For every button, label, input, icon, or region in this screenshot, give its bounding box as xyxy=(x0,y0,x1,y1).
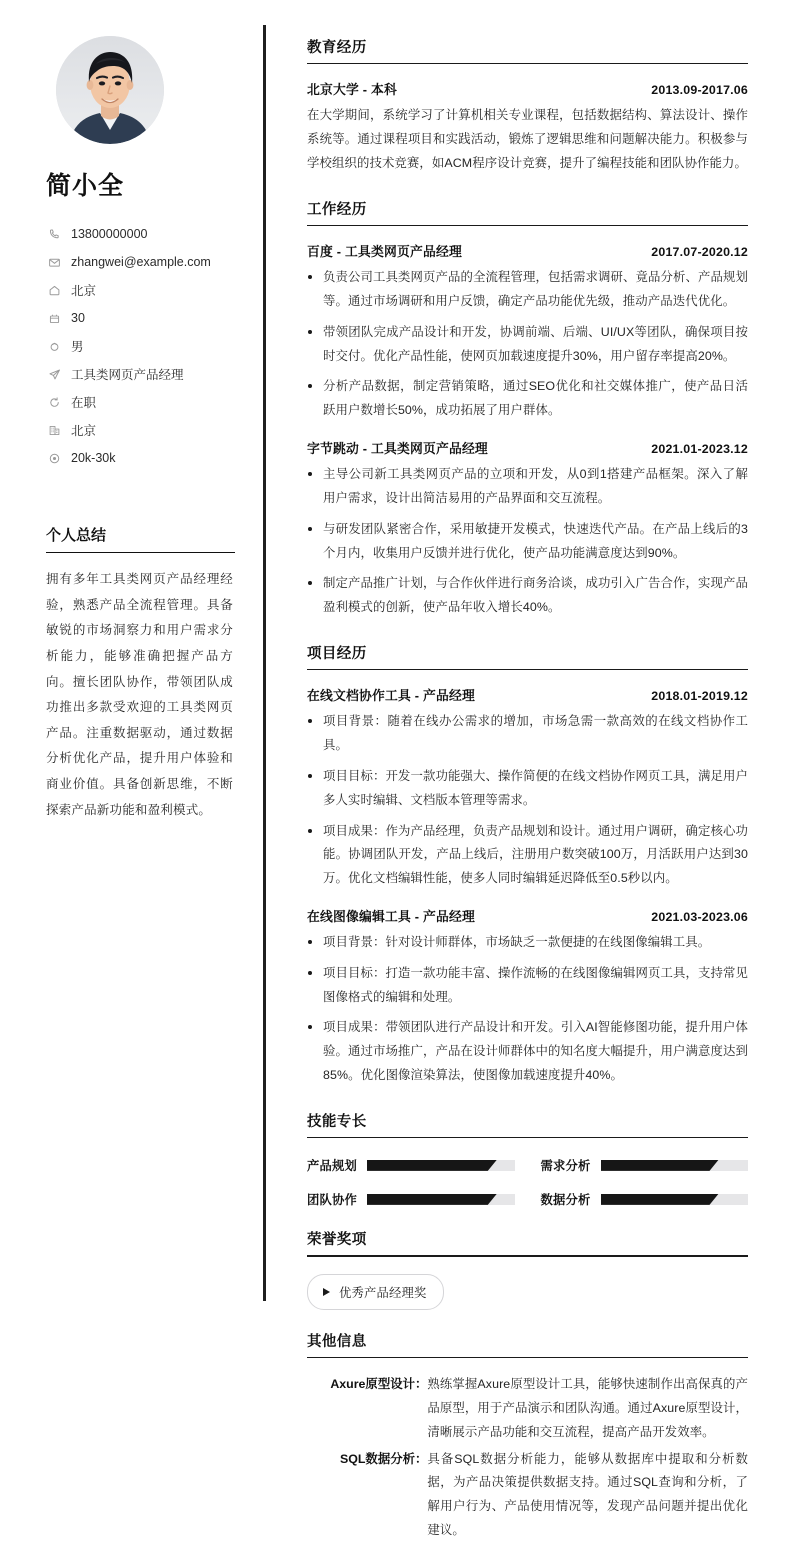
summary-text: 拥有多年工具类网页产品经理经验，熟悉产品全流程管理。具备敏锐的市场洞察力和用户需求分析能力，能够准确把握产品方向。擅长团队协作，带领团队成功推出多款受欢迎的工具类网页产品。注重数据驱动，通过数据分析优化产品，提升用户体验和商业价值。具备创新思维，不断探索产品新功能和盈利模式。 xyxy=(46,572,233,817)
contact-value: 男 xyxy=(71,340,84,354)
other-info-list xyxy=(307,1373,748,1543)
summary-heading: 个人总结 xyxy=(46,527,107,544)
spacer xyxy=(307,182,748,198)
section-education xyxy=(307,36,748,176)
refresh-icon xyxy=(47,395,61,409)
entry-header xyxy=(307,241,748,260)
contact-value: 北京 xyxy=(71,424,97,438)
list-item: 分析产品数据，制定营销策略，通过SEO优化和社交媒体推广，使产品日活跃用户数增长50%，成功拓展了用户群体。 xyxy=(307,375,748,423)
other-info-term: SQL数据分析 xyxy=(339,1451,415,1466)
skill-label: 需求分析 xyxy=(540,1159,591,1174)
bullet-list xyxy=(307,931,748,1088)
section-heading-projects: 项目经历 xyxy=(307,645,367,662)
section-rule xyxy=(307,669,748,670)
section-rule xyxy=(307,1137,748,1138)
project-entry xyxy=(307,906,748,1088)
paper-plane-icon xyxy=(47,367,61,381)
section-rule xyxy=(307,1255,748,1256)
skill-progress-track xyxy=(601,1160,749,1171)
list-item: 项目目标：开发一款功能强大、操作简便的在线文档协作网页工具，满足用户多人实时编辑、文档版本管理等需求。 xyxy=(307,765,748,813)
summary-rule xyxy=(46,552,235,553)
award-chip[interactable] xyxy=(307,1274,444,1310)
bullet-list xyxy=(307,710,748,891)
section-skills xyxy=(307,1110,748,1208)
skill-item xyxy=(541,1190,749,1208)
project-entry xyxy=(307,685,748,891)
other-info-term: Axure原型设计 xyxy=(330,1377,415,1392)
entry-title: 在线图像编辑工具 - 产品经理 xyxy=(307,909,475,925)
awards-row xyxy=(307,1274,748,1310)
home-icon xyxy=(47,283,61,297)
target-icon xyxy=(47,451,61,465)
work-entry xyxy=(307,241,748,423)
contact-value: 30 xyxy=(71,311,85,325)
section-heading-skills: 技能专长 xyxy=(307,1113,367,1130)
page-title: 简小全 xyxy=(46,172,125,200)
entry-date: 2018.01-2019.12 xyxy=(651,689,748,704)
contact-value: 工具类网页产品经理 xyxy=(71,368,184,382)
section-heading-work: 工作经历 xyxy=(307,201,367,218)
list-item: 项目成果：作为产品经理，负责产品规划和设计。通过用户调研，确定核心功能。协调团队开发，产品上线后，注册用户数突破100万，月活跃用户达到30万。优化文档编辑性能，使多人同时编辑延迟降低至0.5秒以内。 xyxy=(307,820,748,891)
award-label: 优秀产品经理奖 xyxy=(339,1285,427,1300)
contact-item-position xyxy=(47,360,235,388)
contact-item-hometown xyxy=(47,276,235,304)
building-icon xyxy=(47,423,61,437)
entry-title: 北京大学 - 本科 xyxy=(307,82,397,98)
gender-icon xyxy=(47,339,61,353)
section-projects xyxy=(307,642,748,1088)
section-rule xyxy=(307,63,748,64)
contact-value: 20k-30k xyxy=(71,451,116,465)
other-info-description: 具备SQL数据分析能力，能够从数据库中提取和分析数据，为产品决策提供数据支持。通过SQL查询和分析，了解用户行为、产品使用情况等，发现产品问题并提出优化建议。 xyxy=(427,1451,748,1537)
skill-item xyxy=(307,1156,515,1174)
contact-item-gender xyxy=(47,332,235,360)
skill-label: 产品规划 xyxy=(307,1159,357,1174)
entry-date: 2013.09-2017.06 xyxy=(651,83,748,98)
section-heading-education: 教育经历 xyxy=(307,40,367,56)
entry-description: 在大学期间，系统学习了计算机相关专业课程，包括数据结构、算法设计、操作系统等。通过课程项目和实践活动，锻炼了逻辑思维和问题解决能力。积极参与学校组织的技术竞赛，如ACM程序设计竞赛，提升了编程技能和团队协作能力。 xyxy=(307,108,748,171)
contact-item-city xyxy=(47,416,235,444)
entry-date: 2021.01-2023.12 xyxy=(651,442,748,457)
entry-title: 百度 - 工具类网页产品经理 xyxy=(307,244,462,260)
list-item: 制定产品推广计划，与合作伙伴进行商务洽谈，成功引入广告合作，实现产品盈利模式的创新，使产品年收入增长40%。 xyxy=(307,572,748,620)
other-info-colon: ： xyxy=(415,1451,428,1466)
contact-item-phone xyxy=(47,220,235,248)
list-item: 项目成果：带领团队进行产品设计和开发。引入AI智能修图功能，提升用户体验。通过市场推广，产品在设计师群体中的知名度大幅提升，用户满意度达到85%。优化图像渲染算法，使图像加载速度提升40%。 xyxy=(307,1016,748,1087)
section-work xyxy=(307,198,748,620)
other-info-colon: ： xyxy=(415,1377,428,1392)
envelope-icon xyxy=(47,255,61,269)
other-info-item xyxy=(307,1448,748,1543)
avatar xyxy=(56,36,164,144)
contact-value: zhangwei@example.com xyxy=(71,255,211,269)
left-sidebar xyxy=(0,0,263,1334)
skill-progress-fill xyxy=(367,1194,497,1205)
section-heading-awards: 荣誉奖项 xyxy=(307,1232,367,1249)
section-awards xyxy=(307,1228,748,1309)
entry-header xyxy=(307,685,748,704)
spacer xyxy=(307,1094,748,1110)
skill-progress-fill xyxy=(367,1160,497,1171)
contact-value: 北京 xyxy=(71,284,97,298)
entry-date: 2021.03-2023.06 xyxy=(651,910,748,925)
entry-header xyxy=(307,438,748,457)
section-rule xyxy=(307,225,748,226)
contact-value: 13800000000 xyxy=(71,227,148,241)
entry-header xyxy=(307,79,748,98)
other-info-item xyxy=(307,1373,748,1444)
calendar-icon xyxy=(47,311,61,325)
other-info-description: 熟练掌握Axure原型设计工具，能够快速制作出高保真的产品原型，用于产品演示和团队沟通。通过Axure原型设计，清晰展示产品功能和交互流程，提高产品开发效率。 xyxy=(427,1377,748,1439)
contact-value: 在职 xyxy=(71,396,97,410)
skill-label: 数据分析 xyxy=(540,1193,591,1208)
list-item: 带领团队完成产品设计和开发，协调前端、后端、UI/UX等团队，确保项目按时交付。优化产品性能，使网页加载速度提升30%，用户留存率提高20%。 xyxy=(307,321,748,369)
entry-header xyxy=(307,906,748,925)
list-item: 负责公司工具类网页产品的全流程管理，包括需求调研、竟品分析、产品规划等。通过市场调研和用户反馈，确定产品功能优先级，推动产品迭代优化。 xyxy=(307,266,748,314)
skill-progress-fill xyxy=(601,1194,719,1205)
list-item: 主导公司新工具类网页产品的立项和开发，从0到1搭建产品框架。深入了解用户需求，设计出简洁易用的产品界面和交互流程。 xyxy=(307,463,748,511)
spacer xyxy=(307,626,748,642)
work-entry xyxy=(307,438,748,620)
phone-icon xyxy=(47,227,61,241)
summary-section xyxy=(44,524,235,823)
skill-progress-track xyxy=(367,1160,515,1171)
skill-progress-track xyxy=(367,1194,515,1205)
skill-progress-fill xyxy=(601,1160,719,1171)
skill-item xyxy=(541,1156,749,1174)
bullet-list xyxy=(307,463,748,620)
column-divider xyxy=(263,25,266,1301)
list-item: 项目背景：针对设计师群体，市场缺乏一款便捷的在线图像编辑工具。 xyxy=(307,931,748,955)
play-triangle-icon xyxy=(323,1288,330,1296)
skills-grid xyxy=(307,1156,748,1208)
contact-item-status xyxy=(47,388,235,416)
skill-item xyxy=(307,1190,515,1208)
contact-item-age xyxy=(47,304,235,332)
contact-item-salary xyxy=(47,444,235,472)
list-item: 项目背景：随着在线办公需求的增加，市场急需一款高效的在线文档协作工具。 xyxy=(307,710,748,758)
section-rule xyxy=(307,1357,748,1358)
education-entry xyxy=(307,79,748,175)
list-item: 与研发团队紧密合作，采用敏捷开发模式，快速迭代产品。在产品上线后的3个月内，收集用户反馈并进行优化，使产品功能满意度达到90%。 xyxy=(307,518,748,566)
main-content xyxy=(263,0,794,1537)
contact-item-email xyxy=(47,248,235,276)
contact-list xyxy=(44,220,235,472)
list-item: 项目目标：打造一款功能丰富、操作流畅的在线图像编辑网页工具，支持常见图像格式的编辑和处理。 xyxy=(307,962,748,1010)
entry-title: 字节跳动 - 工具类网页产品经理 xyxy=(307,441,488,457)
section-other-info xyxy=(307,1330,748,1543)
skill-label: 团队协作 xyxy=(307,1193,357,1208)
bullet-list xyxy=(307,266,748,423)
skill-progress-track xyxy=(601,1194,749,1205)
entry-date: 2017.07-2020.12 xyxy=(651,245,748,260)
entry-title: 在线文档协作工具 - 产品经理 xyxy=(307,688,475,704)
portrait-photo xyxy=(56,36,164,144)
section-heading-other: 其他信息 xyxy=(307,1333,367,1350)
